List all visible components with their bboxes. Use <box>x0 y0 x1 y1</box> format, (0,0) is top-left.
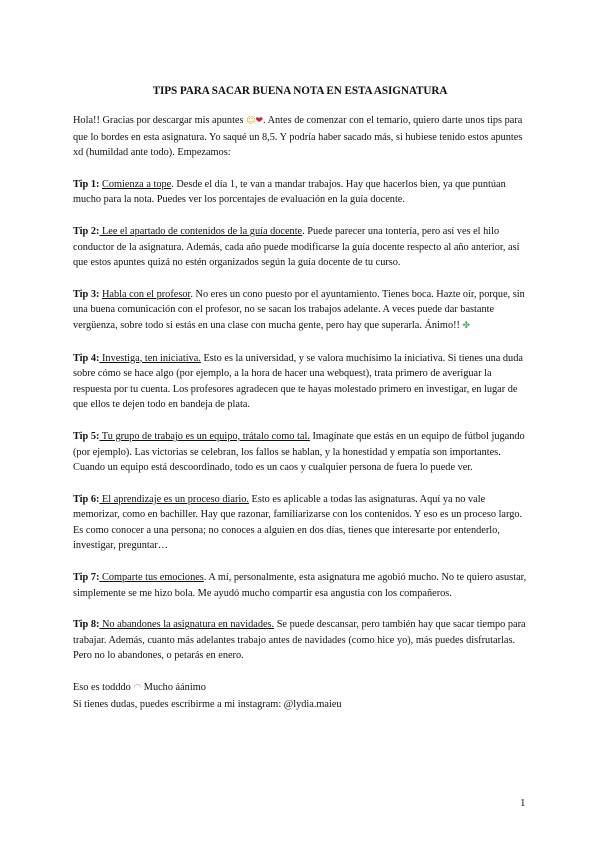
tip-5-paragraph <box>73 429 528 476</box>
red-heart-emoji-icon: ❤ <box>255 116 264 126</box>
tip-7-label: Tip 7: <box>73 572 100 584</box>
tip-7-text: . A mí, personalmente, esta asignatura me agobió mucho. No te quiero asustar, simplemente se me hizo bola. Me ayudó mucho compartir esa angustia con los compañeros. <box>73 572 527 599</box>
tip-6-text: Esto es aplicable a todas las asignaturas. Aquí ya no vale memorizar, como en bachiller. Hay que razonar, familiarizarse con los contenidos. Y eso es un proceso largo. Es como conocer a una persona; no conoces a alguien en dos días, tienes que interesarte por entenderlo, investigar, preguntar… <box>73 493 523 552</box>
tip-2-text: . Puede parecer una tontería, pero así ves el hilo conductor de la asignatura. Además, cada año puede modificarse la guía docente respecto al año anterior, así que estos apuntes quizá no estén organizados según la guía docente de tu curso. <box>73 225 520 269</box>
document-title: TIPS PARA SACAR BUENA NOTA EN ESTA ASIGNATURA <box>152 85 448 97</box>
intro-text-end: . Antes de comenzar con el temario, quiero darte unos tips para que lo bordes en esta asignatura. Yo saqué un 8,5. Y podría haber sacado más, si hubiese tenido estos apuntes xd (humildad ante todo). Empezamos: <box>73 115 523 159</box>
tip-2-label: Tip 2: <box>73 225 100 237</box>
smiling-face-emoji-icon: ☺ <box>246 116 256 126</box>
four-leaf-clover-emoji-icon: ✤ <box>462 320 471 331</box>
tip-1-paragraph <box>73 177 528 208</box>
tip-8-heading: No abandones la asignatura en navidades. <box>99 619 275 631</box>
tip-5-label: Tip 5: <box>73 430 100 442</box>
tip-1-label: Tip 1: <box>73 178 100 190</box>
tip-8-label: Tip 8: <box>73 619 100 631</box>
tip-6-paragraph <box>73 492 528 554</box>
tip-5-heading: Tu grupo de trabajo es un equipo, trátalo como tal. <box>99 430 310 442</box>
rainbow-emoji-icon: ◠ <box>133 683 142 694</box>
tip-7-paragraph <box>73 570 528 601</box>
tip-2-heading: Lee el apartado de contenidos de la guía docente <box>99 225 303 237</box>
tip-4-paragraph <box>73 351 528 413</box>
tip-8-paragraph <box>73 617 528 664</box>
tip-3-label: Tip 3: <box>73 288 100 300</box>
tip-6-heading: El aprendizaje es un proceso diario. <box>99 493 249 505</box>
page-number: 1 <box>520 797 526 809</box>
instagram-contact-line: Si tienes dudas, puedes escribirme a mi instagram: @lydia.maieu <box>73 698 342 710</box>
tip-7-heading: Comparte tus emociones <box>99 572 204 584</box>
tip-5-text: Imagínate que estás en un equipo de fútbol jugando (por ejemplo). Las victorias se celebran, los fallos se hablan, y la honestidad y empatía son importantes. Cuando un equipo está descoordinado, todo es un caos y cualquier persona de fuera lo puede ver. <box>73 430 525 474</box>
intro-paragraph <box>73 113 528 161</box>
tip-8-text: Se puede descansar, pero también hay que sacar tiempo para trabajar. Además, cuanto más adelantes trabajo antes de navidades (como hice yo), más puedes disfrutarlas. Pero no lo abandones, o petarás en enero. <box>73 619 526 662</box>
tip-1-heading: Comienza a tope <box>102 178 172 190</box>
document-body <box>73 113 528 712</box>
tip-3-paragraph <box>73 287 528 335</box>
tip-6-label: Tip 6: <box>73 493 100 505</box>
tip-3-text: . No eres un cono puesto por el ayuntamiento. Tienes boca. Hazte oír, porque, sin una buena comunicación con el profesor, no se sacan los trabajos adelante. A veces puede dar bastante vergüenza, sobre todo si estás en una clase con mucha gente, pero hay que superarla. Ánimo!! <box>73 288 525 331</box>
tip-2-paragraph <box>73 224 528 271</box>
tip-4-heading: Investiga, ten iniciativa. <box>99 352 201 364</box>
closing-line-1-start: Eso es todddo <box>73 682 134 694</box>
tip-1-text: . Desde el día 1, te van a mandar trabajos. Hay que hacerlos bien, ya que puntúan mucho para la nota. Puedes ver los porcentajes de evaluación en la guía docente. <box>73 178 506 206</box>
closing-line-1-end: Mucho áánimo <box>141 682 206 694</box>
tip-3-heading: Habla con el profesor <box>102 288 191 300</box>
closing-paragraph <box>73 680 528 712</box>
tip-4-label: Tip 4: <box>73 352 100 364</box>
intro-text-start: Hola!! Gracias por descargar mis apuntes <box>73 115 247 126</box>
tip-4-text: Esto es la universidad, y se valora muchísimo la iniciativa. Si tienes una duda sobre cómo se hace algo (por ejemplo, a la hora de hacer una webquest), trata primero de averiguar la respuesta por tu cuenta. Los profesores agradecen que te hayas molestado primero en investigar, en lugar de que ellos te dejen todo en bandeja de plata. <box>73 352 523 411</box>
